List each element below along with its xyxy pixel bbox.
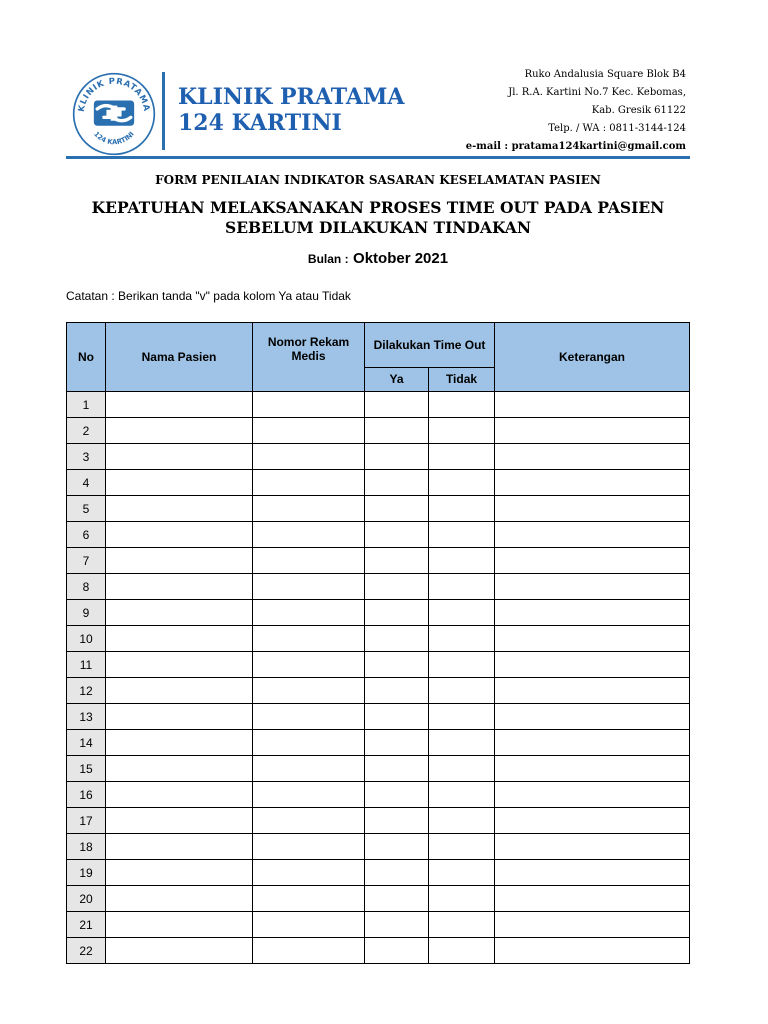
- main-title-line2: SEBELUM DILAKUKAN TINDAKAN: [225, 218, 531, 237]
- notes-cell[interactable]: [495, 626, 690, 652]
- record-number-cell[interactable]: [253, 522, 365, 548]
- yes-cell[interactable]: [365, 782, 429, 808]
- record-number-cell[interactable]: [253, 834, 365, 860]
- instruction-note: Catatan : Berikan tanda "v" pada kolom Ya atau Tidak: [66, 289, 351, 303]
- record-number-cell[interactable]: [253, 470, 365, 496]
- row-number: 5: [67, 496, 106, 522]
- no-answer-cell[interactable]: [429, 626, 495, 652]
- patient-name-cell[interactable]: [106, 522, 253, 548]
- patient-name-cell[interactable]: [106, 470, 253, 496]
- no-answer-cell[interactable]: [429, 808, 495, 834]
- record-number-cell[interactable]: [253, 418, 365, 444]
- no-answer-cell[interactable]: [429, 886, 495, 912]
- yes-cell[interactable]: [365, 548, 429, 574]
- yes-cell[interactable]: [365, 730, 429, 756]
- month-label: Bulan :: [307, 252, 349, 266]
- record-number-cell[interactable]: [253, 392, 365, 418]
- no-answer-cell[interactable]: [429, 548, 495, 574]
- clinic-logo: [72, 72, 156, 156]
- clinic-address: [466, 66, 686, 156]
- row-number: 9: [67, 600, 106, 626]
- no-answer-cell[interactable]: [429, 912, 495, 938]
- yes-cell[interactable]: [365, 704, 429, 730]
- table-row: [67, 470, 690, 496]
- yes-cell[interactable]: [365, 678, 429, 704]
- table-row: [67, 678, 690, 704]
- table-row: [67, 418, 690, 444]
- notes-cell[interactable]: [495, 886, 690, 912]
- no-answer-cell[interactable]: [429, 496, 495, 522]
- record-number-cell[interactable]: [253, 704, 365, 730]
- notes-cell[interactable]: [495, 860, 690, 886]
- yes-cell[interactable]: [365, 444, 429, 470]
- no-answer-cell[interactable]: [429, 730, 495, 756]
- notes-cell[interactable]: [495, 730, 690, 756]
- patient-name-cell[interactable]: [106, 912, 253, 938]
- row-number: 7: [67, 548, 106, 574]
- yes-cell[interactable]: [365, 834, 429, 860]
- record-number-cell[interactable]: [253, 444, 365, 470]
- row-number: 15: [67, 756, 106, 782]
- yes-cell[interactable]: [365, 522, 429, 548]
- row-number: 13: [67, 704, 106, 730]
- notes-cell[interactable]: [495, 808, 690, 834]
- record-number-cell[interactable]: [253, 912, 365, 938]
- notes-cell[interactable]: [495, 652, 690, 678]
- patient-name-cell[interactable]: [106, 860, 253, 886]
- patient-name-cell[interactable]: [106, 496, 253, 522]
- record-number-cell[interactable]: [253, 626, 365, 652]
- no-answer-cell[interactable]: [429, 470, 495, 496]
- form-title: FORM PENILAIAN INDIKATOR SASARAN KESELAMATAN PASIEN: [155, 173, 601, 187]
- patient-name-cell[interactable]: [106, 886, 253, 912]
- row-number: 22: [67, 938, 106, 964]
- no-answer-cell[interactable]: [429, 574, 495, 600]
- yes-cell[interactable]: [365, 496, 429, 522]
- logo-text-bottom: 124 KARTINI: [92, 130, 136, 147]
- column-header-no: No: [67, 323, 106, 392]
- yes-cell[interactable]: [365, 912, 429, 938]
- record-number-cell[interactable]: [253, 756, 365, 782]
- no-answer-cell[interactable]: [429, 444, 495, 470]
- email-line: e-mail : pratama124kartini@gmail.com: [465, 141, 686, 152]
- yes-cell[interactable]: [365, 808, 429, 834]
- notes-cell[interactable]: [495, 834, 690, 860]
- no-answer-cell[interactable]: [429, 704, 495, 730]
- patient-name-cell[interactable]: [106, 574, 253, 600]
- address-line: Jl. R.A. Kartini No.7 Kec. Kebomas,: [508, 87, 686, 98]
- logo-text-top: KLINIK PRATAMA: [75, 75, 153, 113]
- notes-cell[interactable]: [495, 418, 690, 444]
- row-number: 17: [67, 808, 106, 834]
- row-number: 11: [67, 652, 106, 678]
- record-number-cell[interactable]: [253, 860, 365, 886]
- patient-name-cell[interactable]: [106, 834, 253, 860]
- notes-cell[interactable]: [495, 600, 690, 626]
- record-number-cell[interactable]: [253, 548, 365, 574]
- column-header-time-out: Dilakukan Time Out: [365, 323, 495, 368]
- notes-cell[interactable]: [495, 470, 690, 496]
- clinic-name-line1: KLINIK PRATAMA: [178, 84, 405, 110]
- table-row: [67, 704, 690, 730]
- patient-name-cell[interactable]: [106, 600, 253, 626]
- column-header-no-answer: Tidak: [429, 367, 495, 391]
- header-vertical-divider: [162, 72, 165, 150]
- patient-name-cell[interactable]: [106, 730, 253, 756]
- no-answer-cell[interactable]: [429, 418, 495, 444]
- record-number-cell[interactable]: [253, 678, 365, 704]
- no-answer-cell[interactable]: [429, 678, 495, 704]
- record-number-cell[interactable]: [253, 886, 365, 912]
- table-row: [67, 522, 690, 548]
- patient-name-cell[interactable]: [106, 938, 253, 964]
- row-number: 14: [67, 730, 106, 756]
- patient-name-cell[interactable]: [106, 756, 253, 782]
- patient-name-cell[interactable]: [106, 678, 253, 704]
- column-header-patient-name: Nama Pasien: [106, 323, 253, 392]
- address-line: Ruko Andalusia Square Blok B4: [524, 69, 686, 80]
- notes-cell[interactable]: [495, 522, 690, 548]
- row-number: 1: [67, 392, 106, 418]
- column-header-notes: Keterangan: [495, 323, 690, 392]
- no-answer-cell[interactable]: [429, 652, 495, 678]
- table-row: [67, 626, 690, 652]
- no-answer-cell[interactable]: [429, 522, 495, 548]
- patient-name-cell[interactable]: [106, 418, 253, 444]
- patient-name-cell[interactable]: [106, 392, 253, 418]
- table-row: [67, 808, 690, 834]
- assessment-table: [66, 322, 690, 964]
- yes-cell[interactable]: [365, 886, 429, 912]
- notes-cell[interactable]: [495, 392, 690, 418]
- yes-cell[interactable]: [365, 860, 429, 886]
- notes-cell[interactable]: [495, 782, 690, 808]
- record-number-cell[interactable]: [253, 652, 365, 678]
- table-row: [67, 496, 690, 522]
- record-number-cell[interactable]: [253, 496, 365, 522]
- table-row: [67, 444, 690, 470]
- table-row: [67, 730, 690, 756]
- column-header-yes: Ya: [365, 367, 429, 391]
- notes-cell[interactable]: [495, 678, 690, 704]
- patient-name-cell[interactable]: [106, 704, 253, 730]
- table-row: [67, 600, 690, 626]
- record-number-cell[interactable]: [253, 782, 365, 808]
- table-row: [67, 756, 690, 782]
- yes-cell[interactable]: [365, 626, 429, 652]
- row-number: 16: [67, 782, 106, 808]
- row-number: 8: [67, 574, 106, 600]
- month-value: Oktober 2021: [353, 250, 449, 267]
- address-line: Kab. Gresik 61122: [591, 105, 686, 116]
- phone-line: Telp. / WA : 0811-3144-124: [548, 123, 686, 134]
- patient-name-cell[interactable]: [106, 548, 253, 574]
- no-answer-cell[interactable]: [429, 392, 495, 418]
- table-row: [67, 574, 690, 600]
- notes-cell[interactable]: [495, 548, 690, 574]
- no-answer-cell[interactable]: [429, 782, 495, 808]
- month-field: [0, 250, 756, 268]
- yes-cell[interactable]: [365, 938, 429, 964]
- column-header-record-number: Nomor Rekam Medis: [253, 323, 365, 392]
- table-row: [67, 938, 690, 964]
- table-row: [67, 912, 690, 938]
- notes-cell[interactable]: [495, 912, 690, 938]
- notes-cell[interactable]: [495, 574, 690, 600]
- clinic-name-line2: 124 KARTINI: [178, 110, 342, 136]
- row-number: 4: [67, 470, 106, 496]
- svg-text:124 KARTINI: [92, 130, 136, 146]
- table-row: [67, 548, 690, 574]
- clinic-name: [178, 84, 404, 136]
- no-answer-cell[interactable]: [429, 938, 495, 964]
- notes-cell[interactable]: [495, 938, 690, 964]
- row-number: 19: [67, 860, 106, 886]
- table-row: [67, 782, 690, 808]
- record-number-cell[interactable]: [253, 730, 365, 756]
- yes-cell[interactable]: [365, 600, 429, 626]
- table-row: [67, 886, 690, 912]
- no-answer-cell[interactable]: [429, 600, 495, 626]
- notes-cell[interactable]: [495, 704, 690, 730]
- table-row: [67, 652, 690, 678]
- patient-name-cell[interactable]: [106, 782, 253, 808]
- patient-name-cell[interactable]: [106, 652, 253, 678]
- table-row: [67, 834, 690, 860]
- row-number: 3: [67, 444, 106, 470]
- patient-name-cell[interactable]: [106, 808, 253, 834]
- table-row: [67, 392, 690, 418]
- row-number: 18: [67, 834, 106, 860]
- record-number-cell[interactable]: [253, 574, 365, 600]
- row-number: 6: [67, 522, 106, 548]
- no-answer-cell[interactable]: [429, 834, 495, 860]
- main-title: [0, 198, 756, 238]
- table-row: [67, 860, 690, 886]
- yes-cell[interactable]: [365, 392, 429, 418]
- yes-cell[interactable]: [365, 418, 429, 444]
- patient-name-cell[interactable]: [106, 626, 253, 652]
- record-number-cell[interactable]: [253, 600, 365, 626]
- no-answer-cell[interactable]: [429, 860, 495, 886]
- record-number-cell[interactable]: [253, 938, 365, 964]
- row-number: 21: [67, 912, 106, 938]
- row-number: 12: [67, 678, 106, 704]
- row-number: 20: [67, 886, 106, 912]
- yes-cell[interactable]: [365, 470, 429, 496]
- header-horizontal-divider: [66, 156, 690, 159]
- yes-cell[interactable]: [365, 652, 429, 678]
- yes-cell[interactable]: [365, 574, 429, 600]
- notes-cell[interactable]: [495, 496, 690, 522]
- no-answer-cell[interactable]: [429, 756, 495, 782]
- notes-cell[interactable]: [495, 756, 690, 782]
- patient-name-cell[interactable]: [106, 444, 253, 470]
- main-title-line1: KEPATUHAN MELAKSANAKAN PROSES TIME OUT PADA PASIEN: [91, 198, 665, 217]
- row-number: 10: [67, 626, 106, 652]
- yes-cell[interactable]: [365, 756, 429, 782]
- row-number: 2: [67, 418, 106, 444]
- record-number-cell[interactable]: [253, 808, 365, 834]
- notes-cell[interactable]: [495, 444, 690, 470]
